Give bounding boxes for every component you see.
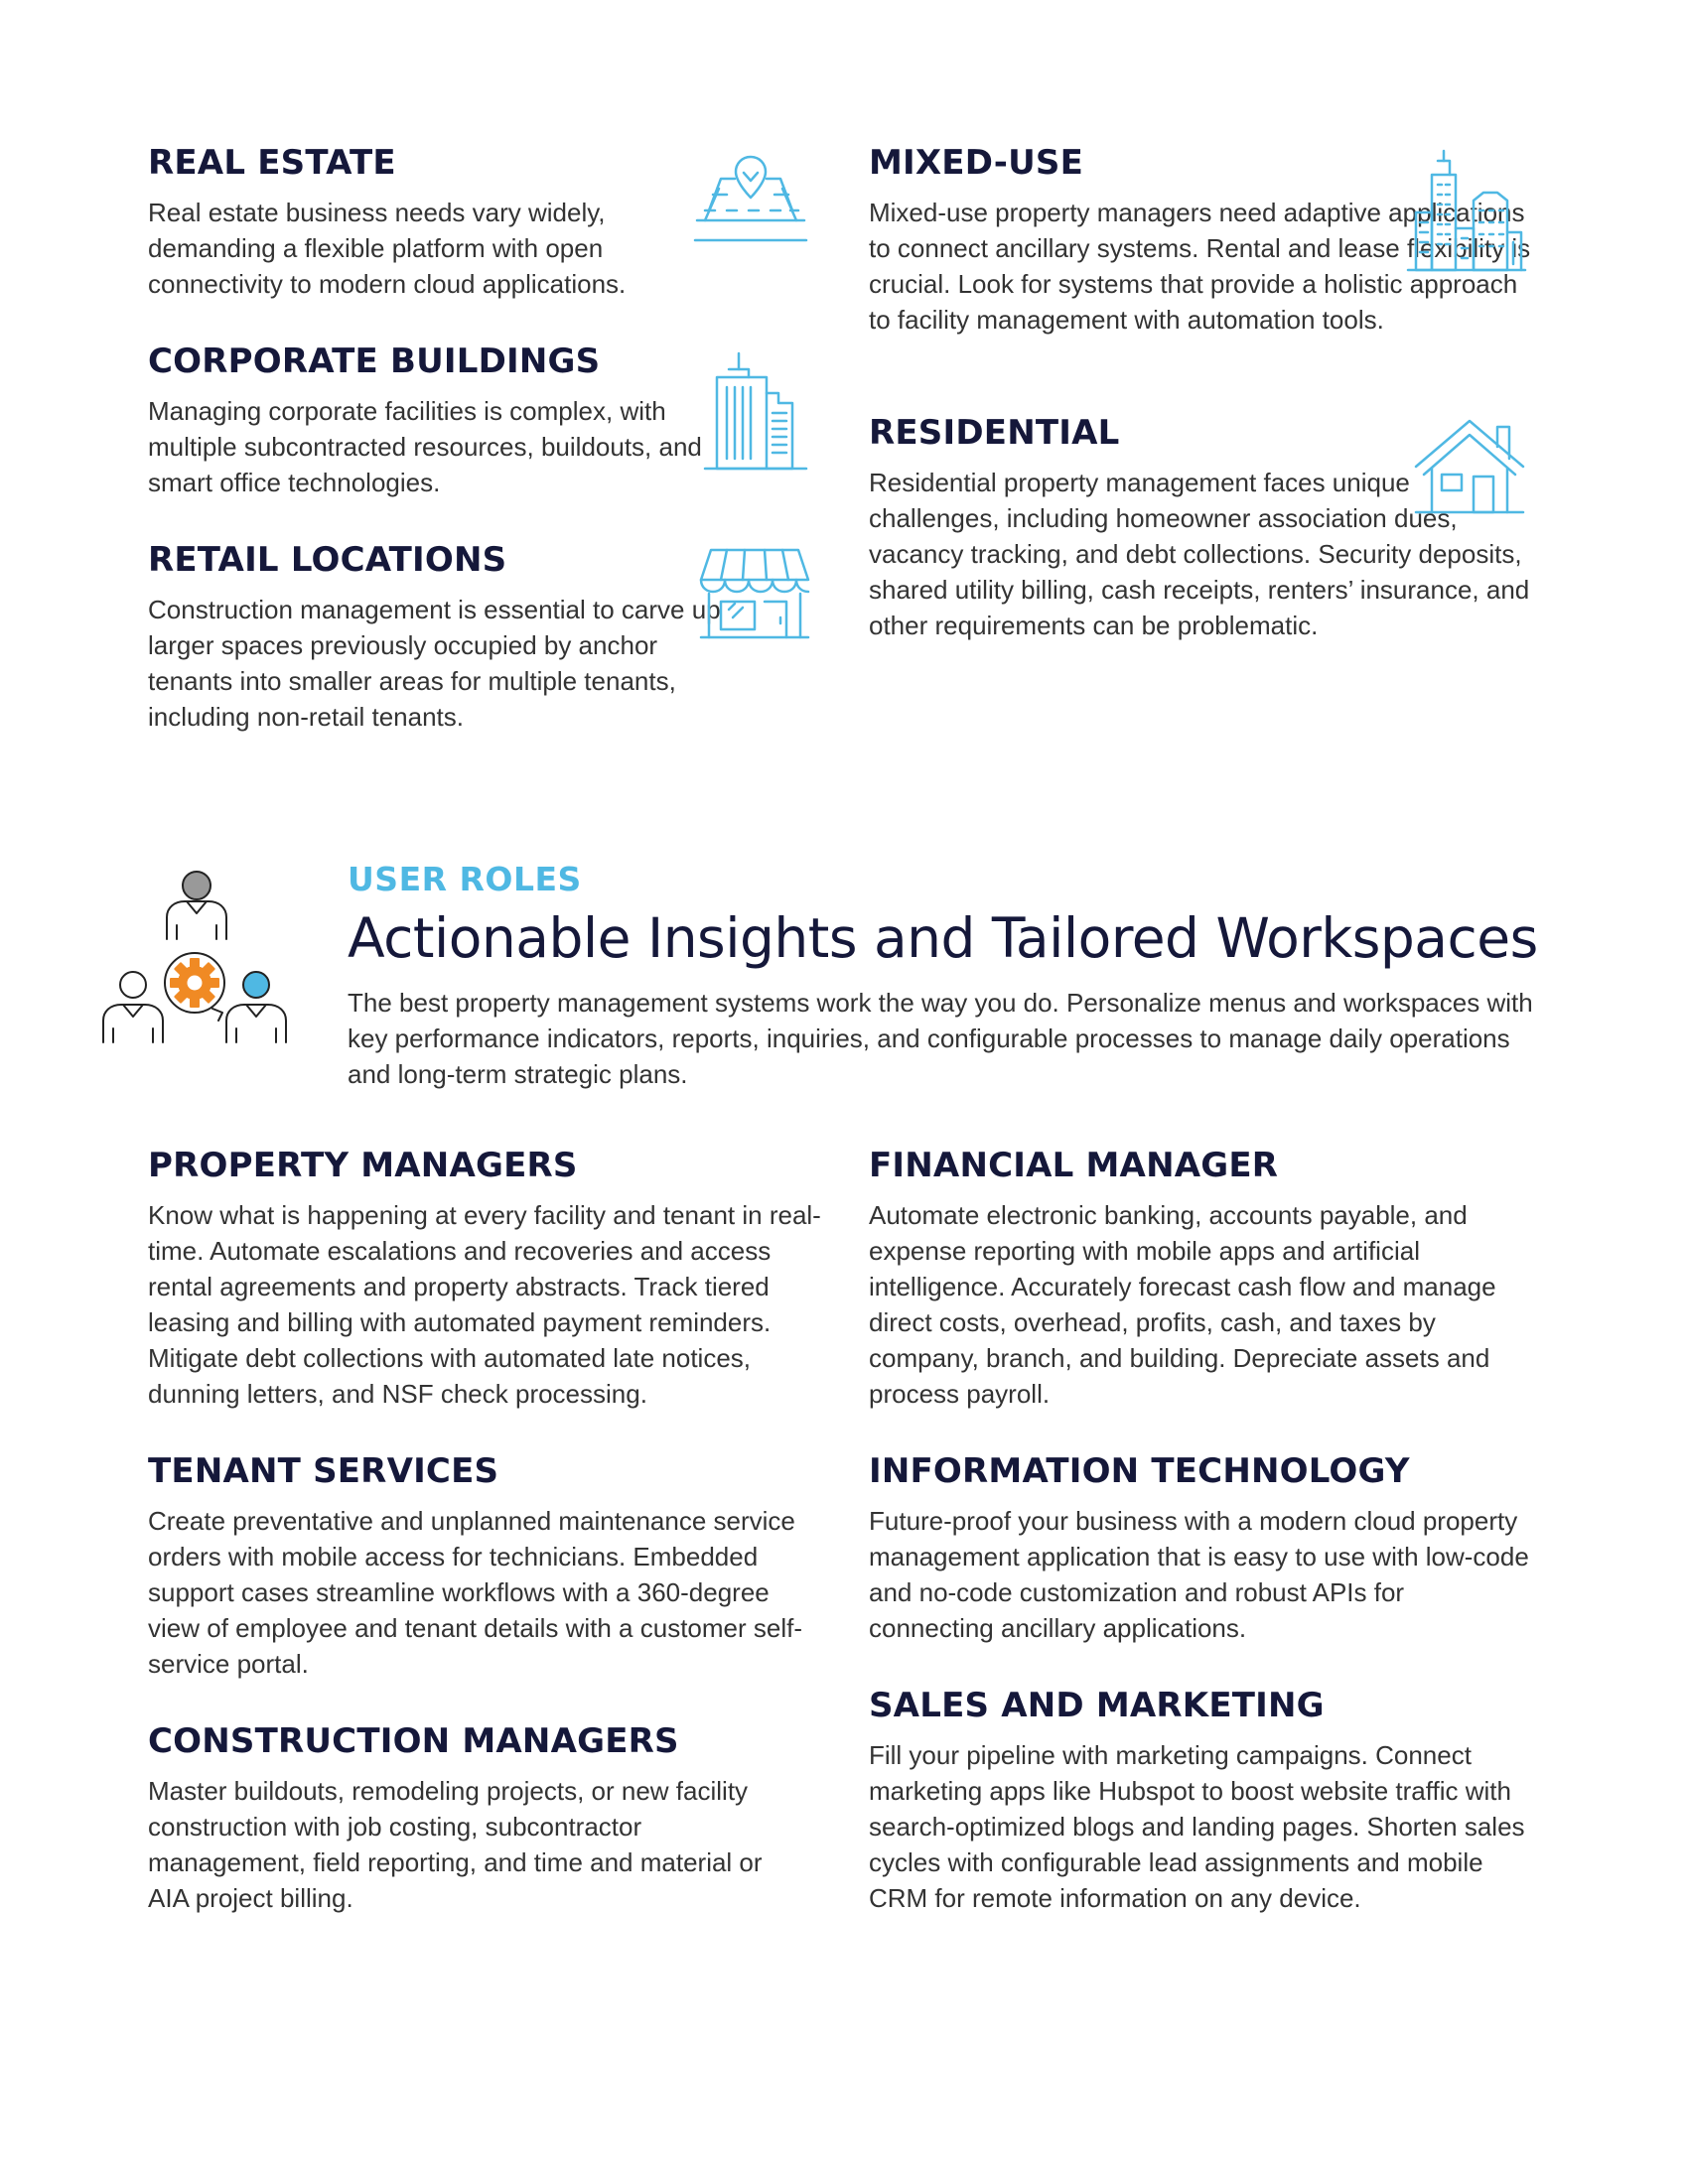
- intro-text: The best property management systems work the way you do. Personalize menus and workspaces with key performance indicators, reports, inquiries, and configurable processes to manage daily operations and long-term strategic plans.: [348, 988, 1533, 1089]
- section-corporate-buildings: [148, 341, 704, 500]
- section-title: MIXED-USE: [869, 143, 1084, 183]
- eyebrow-label: USER ROLES: [348, 860, 582, 898]
- role-title: FINANCIAL MANAGER: [869, 1146, 1279, 1185]
- page-title: Actionable Insights and Tailored Workspaces: [348, 906, 1538, 970]
- role-text: Know what is happening at every facility and tenant in real-time. Automate escalations and recoveries and access rental agreements and property abstracts. Track tiered leasing and billing with automated payment reminders. Mitigate debt collections with automated late notices, dunning letters, and NSF check processing.: [148, 1200, 821, 1409]
- office-buildings-icon: [703, 349, 808, 473]
- role-text: Master buildouts, remodeling projects, or new facility construction with job costing, subcontractor management, field reporting, and time and material or AIA project billing.: [148, 1776, 763, 1913]
- role-financial-manager: [869, 1146, 1544, 1412]
- role-information-technology: [869, 1451, 1544, 1646]
- section-title: RESIDENTIAL: [869, 413, 1120, 453]
- role-title: CONSTRUCTION MANAGERS: [148, 1721, 679, 1761]
- role-text: Fill your pipeline with marketing campaigns. Connect marketing apps like Hubspot to boost website traffic with search-optimized blogs and landing pages. Shorten sales cycles with configurable lead assignments and mobile CRM for remote information on any device.: [869, 1740, 1525, 1913]
- section-text: Mixed-use property managers need adaptive applications to connect ancillary systems. Rental and lease flexibility is crucial. Look for systems that provide a holistic approach to facility management with automation tools.: [869, 198, 1531, 335]
- storefront-icon: [699, 546, 810, 641]
- team-gear-icon: [97, 860, 296, 1058]
- role-sales-marketing: [869, 1686, 1544, 1916]
- role-tenant-services: [148, 1451, 833, 1682]
- section-title: REAL ESTATE: [148, 143, 396, 183]
- section-title: RETAIL LOCATIONS: [148, 540, 507, 580]
- role-title: INFORMATION TECHNOLOGY: [869, 1451, 1410, 1491]
- section-text: Real estate business needs vary widely, demanding a flexible platform with open connectivity to modern cloud applications.: [148, 198, 627, 299]
- role-text: Create preventative and unplanned maintenance service orders with mobile access for technicians. Embedded support cases streamline workflows with a 360-degree view of employee and tenant details with a customer self-service portal.: [148, 1506, 803, 1679]
- house-icon: [1412, 417, 1527, 520]
- section-text: Construction management is essential to carve up larger spaces previously occupied by anchor tenants into smaller areas for multiple tenants, including non-retail tenants.: [148, 595, 721, 732]
- section-text: Managing corporate facilities is complex, with multiple subcontracted resources, buildouts, and smart office technologies.: [148, 396, 702, 497]
- role-title: TENANT SERVICES: [148, 1451, 499, 1491]
- section-retail-locations: [148, 540, 744, 735]
- role-construction-managers: [148, 1721, 833, 1916]
- section-real-estate: [148, 143, 704, 302]
- role-text: Future-proof your business with a modern cloud property management application that is easy to use with low-code and no-code customization and robust APIs for connecting ancillary applications.: [869, 1506, 1529, 1643]
- skyscrapers-icon: [1406, 149, 1527, 276]
- user-roles-header: [348, 860, 1559, 1092]
- role-title: SALES AND MARKETING: [869, 1686, 1325, 1725]
- role-title: PROPERTY MANAGERS: [148, 1146, 578, 1185]
- map-pin-road-icon: [691, 149, 810, 246]
- section-title: CORPORATE BUILDINGS: [148, 341, 601, 381]
- section-text: Residential property management faces unique challenges, including homeowner association dues, vacancy tracking, and debt collections. Security deposits, shared utility billing, cash receipts, renters’ insurance, and other requirements can be problematic.: [869, 468, 1530, 640]
- role-text: Automate electronic banking, accounts payable, and expense reporting with mobile apps and artificial intelligence. Accurately forecast cash flow and manage direct costs, overhead, profits, cash, and taxes by company, branch, and building. Depreciate assets and process payroll.: [869, 1200, 1496, 1409]
- role-property-managers: [148, 1146, 833, 1412]
